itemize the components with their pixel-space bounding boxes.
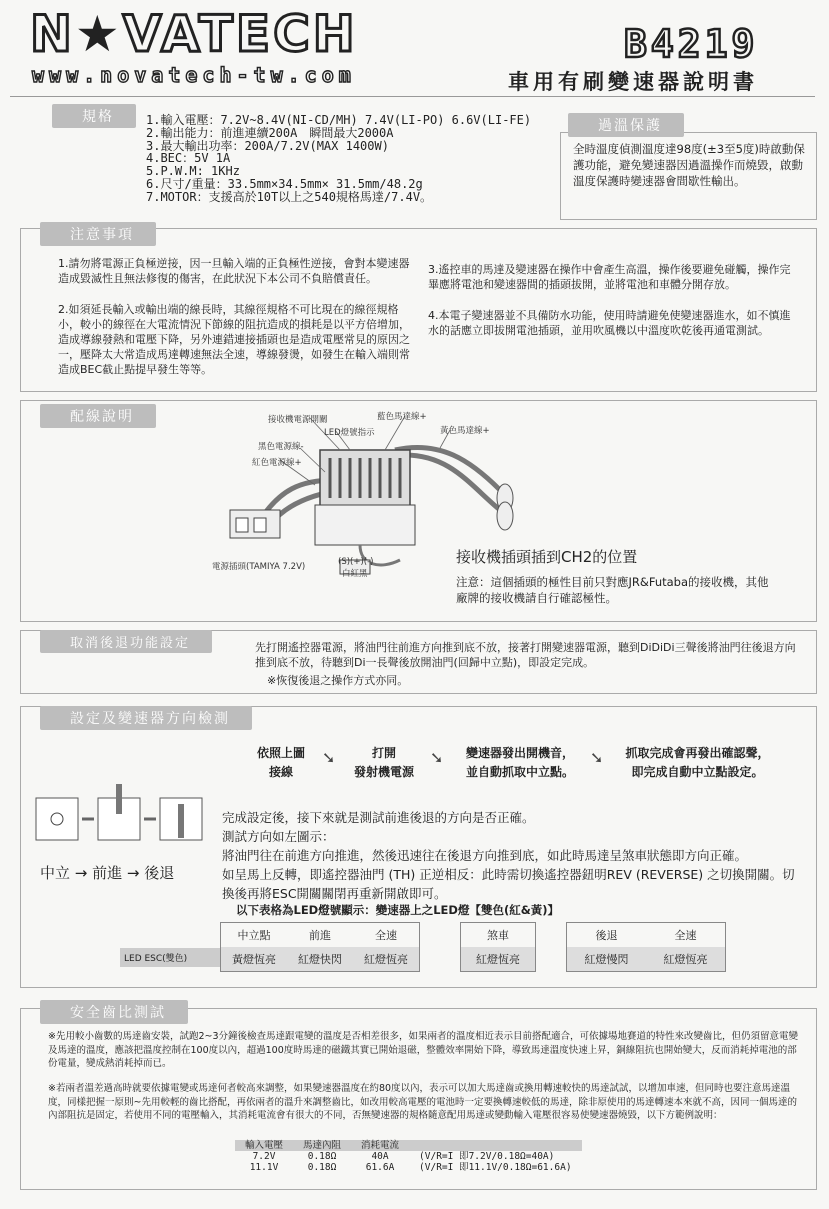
led-value: 紅燈恆亮: [476, 953, 520, 966]
label-signal-colors: 白紅黑: [342, 569, 368, 579]
direction-paragraph: [222, 808, 802, 903]
led-value: 紅燈慢閃: [584, 953, 629, 966]
example-cell: 0.18Ω: [307, 1151, 337, 1162]
safety-paragraph-1: ※先用較小齒數的馬達齒安裝，試跑2~3分鐘後檢查馬達跟電變的溫度是否相差很多，如果兩者的溫度相近表示目前搭配適合，可依據場地賽道的特性來改變齒比，但仍須留意電變及馬達的溫度，應該把溫度控制在100度以內，超過100度時馬達的磁鐵其實已開始退磁，整體效率開始下降，導致馬達溫度快速上昇，銅線阻抗也開始變大，反而消耗掉電池的部份電量，變成熱消耗掉而已。: [48, 1031, 799, 1069]
example-cell: 11.1V: [249, 1162, 279, 1173]
cautions-heading: 注意事項: [40, 222, 156, 246]
throttle-diagram: [32, 778, 222, 844]
spec-item: 2.輸出能力：前進連續200A 瞬間最大2000A: [146, 125, 394, 140]
model-number: B4219: [624, 22, 759, 66]
led-caption: 以下表格為LED燈號顯示：變速器上之LED燈【雙色(紅&黃)】: [236, 903, 559, 917]
overheat-text: 全時溫度偵測溫度達98度(±3至5度)時啟動保護功能，避免變速器因過溫操作而燒毀，啟動溫度保護時變速器會間歇性輸出。: [573, 142, 805, 188]
caution-item: 1.請勿將電源正負極逆接，因一旦輸入端的正負極性逆接，會對本變速器造成毀滅性且無法修復的傷害，在此狀況下本公司不負賠償責任。: [58, 257, 410, 285]
step-1: [246, 744, 316, 782]
led-value: 紅燈恆亮: [663, 953, 708, 966]
reverse-cancel-text: 先打開遙控器電源，將油門往前進方向推到底不放，接著打開變速器電源，聽到DiDiDi三聲後將油門往後退方向推到底不放，待聽到Di一長聲後放開油門(回歸中立點)，即設定完成。: [255, 641, 796, 669]
label-black-wire: 黑色電源線-: [258, 442, 304, 452]
label-red-wire: 紅色電源線+: [252, 458, 302, 468]
led-header: 全速: [674, 929, 697, 942]
table-row: [235, 1162, 582, 1173]
label-signal-pins: (S)(+)(-): [338, 557, 374, 567]
led-table-forward: [220, 922, 420, 972]
spec-item: 7.MOTOR：支援高於10T以上之540規格馬達/7.4V。: [146, 189, 433, 204]
logo-rest: VATECH: [122, 5, 358, 63]
caution-item: 4.本電子變速器並不具備防水功能，使用時請避免使變速器進水，如不慎進水的話應立即拔開電池插頭，並用吹風機以中溫度吹乾後再通電測試。: [428, 309, 791, 337]
star-icon: ★: [74, 5, 123, 63]
direction-heading: 設定及變速器方向檢測: [40, 706, 252, 730]
label-led: LED燈號指示: [324, 428, 375, 438]
step-arrow-icon: ➘: [430, 748, 444, 767]
paragraph-line: 完成設定後，接下來就是測試前進後退的方向是否正確。: [222, 810, 535, 825]
receiver-title: 接收機插頭插到CH2的位置: [456, 548, 638, 566]
example-cell: 40A: [371, 1151, 389, 1162]
reverse-cancel-note: ※恢復後退之操作方式亦同。: [267, 674, 409, 687]
led-header: 中立點: [237, 929, 271, 942]
step-arrow-icon: ➘: [590, 748, 604, 767]
led-value: 紅燈恆亮: [363, 953, 408, 966]
label-yellow-wire: 黃色馬達線+: [440, 426, 490, 436]
paragraph-line: 將油門往在前進方向推進，然後迅速往在後退方向推到底，如此時馬達呈煞車狀態即方向正確。: [222, 848, 748, 863]
label-power-plug: 電源插頭(TAMIYA 7.2V): [212, 562, 306, 572]
step-line: 打開: [371, 746, 396, 760]
label-blue-wire: 藍色馬達線+: [377, 412, 427, 422]
spec-item: 3.最大輸出功率：200A/7.2V(MAX 1400W): [146, 138, 389, 153]
spec-item: 5.P.W.M: 1KHz: [146, 164, 240, 179]
label-rx-switch: 接收機電源開關: [268, 415, 328, 425]
led-header: 煞車: [487, 929, 509, 942]
example-cell: 7.2V: [252, 1151, 276, 1162]
caution-item: 2.如須延長輸入或輸出端的線長時，其線徑規格不可比現在的線徑規格小，較小的線徑在大電流情況下節線的阻抗造成的損耗是以平方倍增加，造成導線發熱和電壓下降，另外連錯連接插頭也是造成電壓常見的原因之一，壓降太大常造成馬達轉速無法全速，導線發燙，如發生在輸入端則常造成BEC截止點提早發生等等。: [58, 303, 410, 376]
overheat-heading: 過溫保護: [568, 113, 684, 137]
website-url: www.novatech-tw.com: [32, 63, 356, 87]
led-row-label: LED ESC(雙色): [120, 948, 220, 967]
header-divider: [10, 96, 815, 97]
throttle-flow: 中立 → 前進 → 後退: [40, 864, 175, 882]
receiver-note: 注意：這個插頭的極性目前只對應JR&Futaba的接收機，其他廠牌的接收機請自行確認極性。: [456, 575, 769, 605]
example-header: 輸入電壓: [245, 1140, 284, 1151]
document-title: 車用有刷變速器說明書: [508, 70, 758, 94]
example-cell: 61.6A: [365, 1162, 395, 1173]
step-line: 依照上圖: [256, 746, 305, 760]
led-value: 紅燈快閃: [297, 953, 342, 966]
led-table-reverse: [566, 922, 726, 972]
example-header: 消耗電流: [361, 1140, 400, 1151]
led-header: 全速: [374, 929, 397, 942]
example-header-blank: [409, 1140, 582, 1151]
wiring-heading: 配線說明: [40, 404, 156, 428]
example-cell: 0.18Ω: [307, 1162, 337, 1173]
step-line: 即完成自動中立點設定。: [631, 765, 764, 779]
brand-logo: N★VATECH: [30, 5, 358, 63]
example-cell: (V/R=I 即11.1V/0.18Ω=61.6A): [419, 1162, 572, 1173]
overheat-box: [560, 132, 817, 220]
led-table-brake: [460, 922, 536, 972]
step-line: 發射機電源: [353, 765, 414, 779]
example-table: [235, 1140, 582, 1173]
step-arrow-icon: ➘: [322, 748, 336, 767]
specs-heading: 規格: [52, 104, 136, 128]
specs-list: [146, 114, 531, 204]
example-header: 馬達內阻: [303, 1140, 342, 1151]
step-4: [610, 744, 785, 782]
caution-item: 3.遙控車的馬達及變速器在操作中會產生高溫，操作後要避免碰觸，操作完畢應將電池和變速器間的插頭拔開，並將電池和車體分開存放。: [428, 263, 791, 291]
step-line: 並自動抓取中立點。: [465, 765, 574, 779]
spec-item: 1.輸入電壓：7.2V~8.4V(NI-CD/MH) 7.4V(LI-PO) 6.6V(LI-FE): [146, 113, 532, 127]
led-value: 黃燈恆亮: [232, 953, 277, 966]
step-3: [455, 744, 585, 782]
spec-item: 4.BEC：5V 1A: [146, 151, 231, 166]
example-cell: (V/R=I 即7.2V/0.18Ω=40A): [419, 1151, 555, 1162]
spec-item: 6.尺寸/重量：33.5mm×34.5mm× 31.5mm/48.2g: [146, 176, 423, 191]
safety-heading: 安全齒比測試: [40, 1000, 188, 1024]
paragraph-line: 測試方向如左圖示：: [222, 829, 335, 844]
reverse-cancel-heading: 取消後退功能設定: [40, 630, 212, 653]
step-line: 接線: [268, 765, 293, 779]
led-header: 前進: [308, 929, 331, 942]
paragraph-line: 如呈馬上反轉，即遙控器油門 (TH) 正逆相反：此時需切換遙控器鈕明REV (REVERSE) 之切換開關。切換後再將ESC開關關閉再重新開啟即可。: [222, 867, 795, 901]
step-line: 抓取完成會再發出確認聲，: [625, 746, 770, 760]
safety-paragraph-2: ※若兩者溫差過高時就要依據電變或馬達何者較高來調整，如果變速器溫度在約80度以內，表示可以加大馬達齒或換用轉速較快的馬達試試，以增加車速，但同時也要注意馬達溫度，同樣把握一原則~先用較輕的齒比搭配，再依兩者的溫升來調整齒比，如改用較高電壓的電池時一定要換轉速較低的馬達，除非原使用的馬達轉速本來就不高，因同一個馬達的內部阻抗是固定，若使用不同的電壓輸入，其消耗電流會有很大的不同，否無變速器的規格隨意配用馬達或變動輸入電壓很容易使變速器燒毀，以下方範例說明：: [48, 1083, 797, 1121]
step-line: 變速器發出開機音，: [465, 746, 574, 760]
step-2: [344, 744, 424, 782]
led-header: 後退: [595, 929, 618, 942]
table-row: [235, 1151, 582, 1162]
